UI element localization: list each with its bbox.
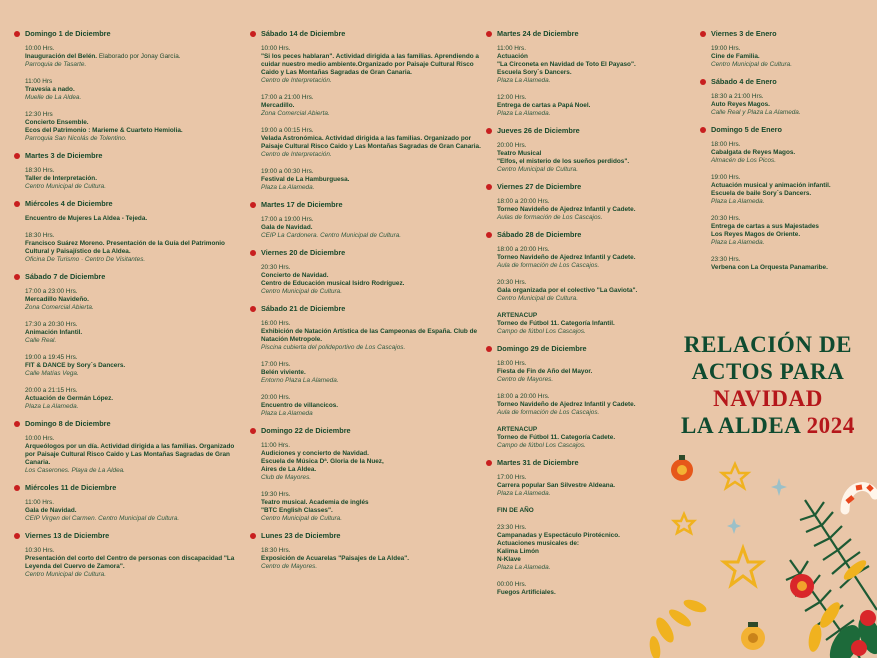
event	[711, 174, 872, 206]
event	[25, 78, 239, 102]
event-text: Fuegos Artificiales.	[497, 589, 556, 596]
event	[497, 142, 696, 174]
event-description	[261, 224, 485, 232]
event-description	[25, 555, 239, 571]
event	[497, 279, 696, 303]
day-block	[250, 531, 485, 571]
day-block	[14, 29, 239, 143]
event-text: Cine de Familia.	[711, 53, 760, 60]
event-place: Club de Mayores.	[261, 474, 312, 481]
event-text: Arqueólogos por un día. Actividad dirigida a las familias. Organizado por Paisaje Cultural Risco Caido y Las Montañas Sagradas de Gran Canaria.	[25, 443, 235, 466]
event-place: Centro de Mayores.	[497, 376, 554, 383]
event-place: Centro de Interpretación.	[261, 151, 332, 158]
event-description	[261, 328, 485, 344]
day-block	[14, 531, 239, 579]
event-text: Actuación musical y animación infantil. Escuela de baile Sory´s Dancers.	[711, 182, 831, 197]
day-heading: Viernes 20 de Diciembre	[250, 248, 485, 257]
day-heading: Sábado 21 de Diciembre	[250, 304, 485, 313]
event-text: Entrega de cartas a Papá Noel.	[497, 102, 591, 109]
event-place: Centro Municipal de Cultura.	[497, 166, 578, 173]
event-text: Gala de Navidad.	[261, 224, 313, 231]
event-description	[25, 240, 239, 256]
event-text: Inauguración del Belén.	[25, 53, 98, 60]
christmas-decoration	[640, 440, 877, 658]
event-description	[25, 362, 239, 370]
event-place: Centro Municipal de Cultura.	[261, 515, 342, 522]
event-place: Plaza La Alameda	[261, 410, 313, 417]
day-block	[250, 200, 485, 240]
day-block	[486, 126, 696, 174]
event-place: Zona Comercial Abierta.	[261, 110, 330, 117]
event-place: Plaza La Alameda.	[25, 403, 79, 410]
event	[261, 216, 485, 240]
day-heading: Jueves 26 de Diciembre	[486, 126, 696, 135]
event-place: Calle Real.	[25, 337, 57, 344]
event	[497, 198, 696, 222]
event-description	[25, 175, 239, 183]
event-text: Velada Astronómica. Actividad dirigida a las familias. Organizado por Paisaje Cultural Risco Caido y Las Montañas Sagradas de Gran Canaria.	[261, 135, 481, 150]
event	[711, 256, 872, 272]
event-description	[261, 135, 485, 151]
event-time: 11:00 Hrs.	[261, 442, 291, 449]
event-time: 17:00 a 21:00 Hrs.	[261, 94, 314, 101]
title-line-4	[668, 412, 868, 439]
day-block	[250, 248, 485, 296]
day-heading: Martes 31 de Diciembre	[486, 458, 696, 467]
event-text: Elaborado por Jonay García.	[97, 53, 181, 60]
event-time: 12:00 Hrs.	[497, 94, 527, 101]
event-time: 11:00 Hrs	[25, 78, 53, 85]
event-place: Los Caserones. Playa de La Aldea.	[25, 467, 125, 474]
day-block	[486, 344, 696, 450]
event	[261, 394, 485, 418]
title-line-2: ACTOS PARA	[691, 359, 845, 384]
event-text: Gala organizada por el colectivo "La Gaviota".	[497, 287, 638, 294]
event-text: Gala de Navidad.	[25, 507, 77, 514]
event-text: Animación Infantil.	[25, 329, 83, 336]
event	[25, 232, 239, 264]
event	[25, 387, 239, 411]
event-text: Campanadas y Espectáculo Pirotécnico. Actuaciones musicales de: Kalima Limón N-Klave	[497, 532, 620, 563]
event-time: 17:00 Hrs.	[261, 361, 291, 368]
event-text: FIT & DANCE by Sory´s Dancers.	[25, 362, 126, 369]
event-place: Plaza La Alameda.	[711, 239, 765, 246]
event-place: Centro de Mayores.	[261, 563, 318, 570]
day-block	[250, 29, 485, 192]
event-time: 17:00 a 23:00 Hrs.	[25, 288, 78, 295]
event-time: 19:00 Hrs.	[711, 45, 741, 52]
event-time: 18:30 Hrs.	[261, 547, 291, 554]
event-text: "Si los peces hablaran". Actividad dirigida a las familias. Aprendiendo a cuidar nuestro medio ambiente.Organizado por Paisaje Cultural Risco Caido y Las Montañas Sagradas de Gran Canaria.	[261, 53, 479, 76]
document-title	[668, 331, 868, 439]
event	[25, 547, 239, 579]
event-time: 19:00 a 00:15 Hrs.	[261, 127, 314, 134]
event-text: Presentación del corto del Centro de personas con discapacidad "La Leyenda del Cuervo de Zamora".	[25, 555, 235, 570]
event	[261, 127, 485, 159]
day-block	[700, 125, 872, 272]
event-time: 20:30 Hrs.	[261, 264, 291, 271]
event-description	[711, 53, 872, 61]
event-text: Taller de Interpretación.	[25, 175, 97, 182]
event-description	[711, 264, 872, 272]
event-description	[25, 119, 239, 135]
title-line-1: RELACIÓN DE	[683, 332, 853, 357]
event-text: Exhibición de Natación Artística de las Campeonas de España. Club de Natación Metropole.	[261, 328, 478, 343]
day-heading: Viernes 3 de Enero	[700, 29, 872, 38]
event	[25, 321, 239, 345]
event-place: Campo de fútbol Los Cascajos.	[497, 328, 586, 335]
day-block	[486, 182, 696, 222]
star-icon	[724, 548, 762, 585]
event-time: 18:30 a 21:00 Hrs.	[711, 93, 764, 100]
event-description	[261, 53, 485, 77]
event-place: Zona Comercial Abierta.	[25, 304, 94, 311]
event-place: Centro de Interpretación.	[261, 77, 332, 84]
event	[261, 320, 485, 352]
event-time: 23:30 Hrs.	[497, 524, 527, 531]
column-4	[700, 0, 872, 272]
event	[261, 168, 485, 192]
event	[261, 94, 485, 118]
event-time: 17:00 Hrs.	[497, 474, 527, 481]
event-time: 18:00 a 20:00 Hrs.	[497, 393, 550, 400]
event-place: Oficina De Turismo · Centro De Visitantes.	[25, 256, 146, 263]
event-time: 10:00 Hrs.	[261, 45, 291, 52]
event	[261, 547, 485, 571]
event	[261, 361, 485, 385]
event	[25, 45, 239, 69]
event-description	[25, 296, 239, 304]
day-heading: Viernes 27 de Diciembre	[486, 182, 696, 191]
day-heading: Martes 17 de Diciembre	[250, 200, 485, 209]
event-text: Torneo Navideño de Ajedrez Infantil y Cadete.	[497, 401, 636, 408]
event-text: Torneo Navideño de Ajedrez Infantil y Cadete.	[497, 206, 636, 213]
event-place: Plaza La Alameda.	[497, 564, 551, 571]
event-description	[25, 53, 239, 61]
event-place: Centro Municipal de Cultura.	[261, 288, 342, 295]
event-time: 12:30 Hrs	[25, 111, 53, 118]
day-block	[700, 77, 872, 117]
event-text: Mercadillo.	[261, 102, 295, 109]
event-time: 17:30 a 20:30 Hrs.	[25, 321, 78, 328]
event-text: Torneo Navideño de Ajedrez Infantil y Cadete.	[497, 254, 636, 261]
event-text: Concierto de Navidad. Centro de Educación musical Isidro Rodríguez.	[261, 272, 405, 287]
event-text: Encuentro de villancicos.	[261, 402, 339, 409]
event-description	[497, 320, 696, 328]
event-text: Teatro Musical "Elfos, el misterio de los sueños perdidos".	[497, 150, 630, 165]
event-text: Fiesta de Fin de Año del Mayor.	[497, 368, 593, 375]
event-time: 17:00 a 19:00 Hrs.	[261, 216, 314, 223]
day-heading: Domingo 22 de Diciembre	[250, 426, 485, 435]
event-time: FIN DE AÑO	[497, 507, 534, 514]
event-text: Entrega de cartas a sus Majestades Los Reyes Magos de Oriente.	[711, 223, 819, 238]
event-place: Almacén de Los Picos.	[711, 157, 777, 164]
event-place: Plaza La Alameda.	[497, 490, 551, 497]
day-block	[700, 29, 872, 69]
event	[261, 491, 485, 523]
event-place: Aulas de formación de Los Cascajos.	[497, 214, 603, 221]
day-heading: Sábado 14 de Diciembre	[250, 29, 485, 38]
event-description	[261, 369, 485, 377]
event-text: Festival de La Hamburguesa.	[261, 176, 350, 183]
event	[711, 141, 872, 165]
event-time: 16:00 Hrs.	[261, 320, 291, 327]
day-block	[14, 483, 239, 523]
event	[497, 312, 696, 336]
event-place: Plaza La Alameda.	[497, 110, 551, 117]
event	[497, 246, 696, 270]
event-time: 18:00 a 20:00 Hrs.	[497, 246, 550, 253]
event-description	[497, 401, 696, 409]
event-time: 10:00 Hrs.	[25, 45, 55, 52]
column-1	[14, 0, 239, 579]
title-line-3: NAVIDAD	[713, 386, 823, 411]
event-place: Parroquia San Nicolás de Tolentino.	[25, 135, 127, 142]
event-time: 00:00 Hrs.	[497, 581, 527, 588]
event-text: Exposición de Acuarelas "Paisajes de La Aldea".	[261, 555, 410, 562]
event-time: ARTENACUP	[497, 312, 538, 319]
event-time: 20:00 a 21:15 Hrs.	[25, 387, 78, 394]
column-2	[250, 0, 485, 571]
event-description	[711, 223, 872, 239]
event	[711, 93, 872, 117]
event-text: Belén viviente.	[261, 369, 306, 376]
event-time: 19:00 a 00:30 Hrs.	[261, 168, 314, 175]
event	[261, 442, 485, 482]
day-block	[14, 199, 239, 264]
event-description	[261, 499, 485, 515]
event-text: Encuentro de Mujeres La Aldea - Tejeda.	[25, 215, 148, 222]
day-heading: Lunes 23 de Diciembre	[250, 531, 485, 540]
event-time: 20:00 Hrs.	[497, 142, 527, 149]
event-description	[261, 450, 485, 474]
event-text: Travesía a nado.	[25, 86, 75, 93]
event-place: Aula de formación de Los Cascajos.	[497, 262, 600, 269]
event-description	[25, 507, 239, 515]
event	[25, 111, 239, 143]
event-text: Verbena con La Orquesta Panamaribe.	[711, 264, 828, 271]
event-time: 20:30 Hrs.	[497, 279, 527, 286]
day-heading: Martes 24 de Diciembre	[486, 29, 696, 38]
title-year: 2024	[806, 413, 855, 438]
event-text: Actuación "La Circoneta en Navidad de Toto El Payaso". Escuela Sory´s Dancers.	[497, 53, 636, 76]
event	[497, 94, 696, 118]
event-time: 20:00 Hrs.	[261, 394, 291, 401]
event-description	[497, 53, 696, 77]
day-heading: Domingo 5 de Enero	[700, 125, 872, 134]
event-time: 23:30 Hrs.	[711, 256, 741, 263]
event-description	[25, 215, 239, 223]
event-place: Piscina cubierta del polideportivo de Los Cascajos.	[261, 344, 406, 351]
event	[497, 360, 696, 384]
day-heading: Sábado 28 de Diciembre	[486, 230, 696, 239]
day-block	[14, 151, 239, 191]
event-time: 10:00 Hrs.	[25, 435, 55, 442]
day-heading: Sábado 7 de Diciembre	[14, 272, 239, 281]
event-text: Torneo de Fútbol 11. Categoría Cadete.	[497, 434, 616, 441]
event-place: Centro Municipal de Cultura.	[711, 61, 792, 68]
day-heading: Viernes 13 de Diciembre	[14, 531, 239, 540]
event-place: Centro Municipal de Cultura.	[25, 571, 106, 578]
event	[25, 499, 239, 523]
event-time: 11:00 Hrs.	[497, 45, 527, 52]
day-block	[250, 426, 485, 523]
event-text: Carrera popular San Silvestre Aldeana.	[497, 482, 616, 489]
event	[25, 215, 239, 223]
event-description	[25, 86, 239, 94]
day-heading: Domingo 8 de Diciembre	[14, 419, 239, 428]
event-description	[261, 176, 485, 184]
day-block	[14, 272, 239, 411]
title-place: LA ALDEA	[681, 413, 801, 438]
event-description	[497, 102, 696, 110]
event	[261, 264, 485, 296]
event-place: Calle Real y Plaza La Alameda.	[711, 109, 801, 116]
event-description	[497, 206, 696, 214]
day-heading: Miércoles 4 de Diciembre	[14, 199, 239, 208]
day-heading: Domingo 29 de Diciembre	[486, 344, 696, 353]
event-description	[25, 395, 239, 403]
event-text: Audiciones y concierto de Navidad. Escuela de Música Dª. Gloria de la Nuez, Aires de La Aldea.	[261, 450, 384, 473]
event	[25, 354, 239, 378]
event-place: Entorno Plaza La Alameda.	[261, 377, 339, 384]
event-place: Aula de formación de Los Cascajos.	[497, 409, 600, 416]
event-text: Auto Reyes Magos.	[711, 101, 770, 108]
event	[261, 45, 485, 85]
event-description	[261, 102, 485, 110]
day-block	[250, 304, 485, 418]
event-description	[497, 254, 696, 262]
event-time: 18:00 Hrs.	[711, 141, 741, 148]
event-description	[711, 149, 872, 157]
sparkle-icon	[727, 518, 741, 534]
event-text: Ecos del Patrimonio : Marieme & Cuarteto Hemiolia.	[25, 127, 183, 134]
day-heading: Miércoles 11 de Diciembre	[14, 483, 239, 492]
event-description	[261, 402, 485, 410]
event-place: Centro Municipal de Cultura.	[497, 295, 578, 302]
event-description	[711, 101, 872, 109]
event-description	[711, 182, 872, 198]
day-block	[14, 419, 239, 475]
star-icon	[674, 514, 694, 533]
day-block	[486, 230, 696, 336]
event-time: 18:30 Hrs.	[25, 167, 55, 174]
event-description	[25, 443, 239, 467]
event-text: Teatro musical. Academia de inglés "BTC English Classes".	[261, 499, 369, 514]
event	[497, 393, 696, 417]
event	[711, 215, 872, 247]
event-description	[25, 329, 239, 337]
event	[25, 167, 239, 191]
event-place: Calle Matías Vega.	[25, 370, 79, 377]
event	[711, 45, 872, 69]
event-text: Francisco Suárez Moreno. Presentación de la Guía del Patrimonio Cultural y Paisajístico de La Aldea.	[25, 240, 225, 255]
event-place: CEIP La Cardonera. Centro Municipal de Cultura.	[261, 232, 402, 239]
event-time: 19:30 Hrs.	[261, 491, 291, 498]
sparkle-icon	[771, 478, 787, 496]
day-heading: Domingo 1 de Diciembre	[14, 29, 239, 38]
event-place: Muelle de La Aldea.	[25, 94, 82, 101]
event-text: Mercadillo Navideño.	[25, 296, 89, 303]
event-place: Plaza La Alameda.	[711, 198, 765, 205]
event	[25, 435, 239, 475]
event	[25, 288, 239, 312]
day-block	[486, 29, 696, 118]
event-text: Torneo de Fútbol 11. Categoría Infantil.	[497, 320, 615, 327]
event-place: Parroquia de Tasarte.	[25, 61, 87, 68]
event-description	[261, 272, 485, 288]
event-text: Actuación de Germán López.	[25, 395, 114, 402]
event-time: ARTENACUP	[497, 426, 538, 433]
event-description	[497, 287, 696, 295]
day-heading: Sábado 4 de Enero	[700, 77, 872, 86]
event-time: 19:00 Hrs.	[711, 174, 741, 181]
event-time: 20:30 Hrs.	[711, 215, 741, 222]
event-text: Concierto Ensemble.	[25, 119, 89, 126]
event	[497, 45, 696, 85]
event-place: Centro Municipal de Cultura.	[25, 183, 106, 190]
event-time: 18:00 Hrs.	[497, 360, 527, 367]
event-description	[497, 150, 696, 166]
event-time: 19:00 a 19:45 Hrs.	[25, 354, 78, 361]
event-place: CEIP Virgen del Carmen. Centro Municipal de Cultura.	[25, 515, 180, 522]
event-time: 18:30 Hrs.	[25, 232, 55, 239]
event-place: Plaza La Alameda.	[497, 77, 551, 84]
event-place: Plaza La Alameda.	[261, 184, 315, 191]
event-text: Cabalgata de Reyes Magos.	[711, 149, 796, 156]
event-time: 11:00 Hrs.	[25, 499, 55, 506]
event-description	[497, 368, 696, 376]
event-time: 10:30 Hrs.	[25, 547, 55, 554]
event-place: Campo de fútbol Los Cascajos.	[497, 442, 586, 449]
event-description	[261, 555, 485, 563]
star-icon	[722, 464, 748, 488]
day-heading: Martes 3 de Diciembre	[14, 151, 239, 160]
event-time: 18:00 a 20:00 Hrs.	[497, 198, 550, 205]
